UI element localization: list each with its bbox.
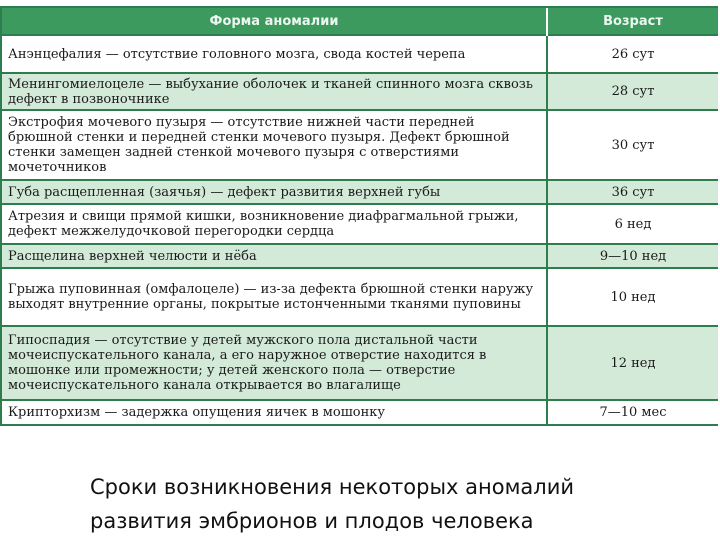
anomalies-table xyxy=(0,6,718,426)
table-row xyxy=(2,110,718,180)
table-row xyxy=(2,244,718,268)
age-cell: 10 нед xyxy=(547,268,718,326)
anomaly-cell: Атрезия и свищи прямой кишки, возникновение диафрагмальной грыжи, дефект межжелудочковой перегородки сердца xyxy=(2,204,547,244)
table-row xyxy=(2,180,718,204)
header-anomaly: Форма аномалии xyxy=(2,8,547,35)
table-row xyxy=(2,204,718,244)
anomaly-cell: Расщелина верхней челюсти и нёба xyxy=(2,244,547,268)
anomaly-cell: Губа расщепленная (заячья) — дефект развития верхней губы xyxy=(2,180,547,204)
table-row xyxy=(2,400,718,424)
table-row xyxy=(2,326,718,400)
anomaly-cell: Анэнцефалия — отсутствие головного мозга, свода костей черепа xyxy=(2,35,547,73)
age-cell: 26 сут xyxy=(547,35,718,73)
anomaly-cell: Грыжа пуповинная (омфалоцеле) — из-за дефекта брюшной стенки наружу выходят внутренние органы, покрытые истонченными тканями пуповины xyxy=(2,268,547,326)
age-cell: 28 сут xyxy=(547,73,718,110)
table-row xyxy=(2,35,718,73)
anomaly-cell: Крипторхизм — задержка опущения яичек в мошонку xyxy=(2,400,547,424)
age-cell: 12 нед xyxy=(547,326,718,400)
header-age: Возраст xyxy=(547,8,718,35)
age-cell: 36 сут xyxy=(547,180,718,204)
age-cell: 30 сут xyxy=(547,110,718,180)
table-header-row xyxy=(2,8,718,35)
age-cell: 9—10 нед xyxy=(547,244,718,268)
age-cell: 6 нед xyxy=(547,204,718,244)
caption-line-1: Сроки возникновения некоторых аномалий xyxy=(90,475,575,499)
caption-line-2: развития эмбрионов и плодов человека xyxy=(90,509,534,533)
age-cell: 7—10 мес xyxy=(547,400,718,424)
anomaly-cell: Гипоспадия — отсутствие у детей мужского пола дистальной части мочеиспускательного канала, а его наружное отверстие находится в мошонке или промежности; у детей женского пола — отверстие мочеиспускательного канала открывается во влагалище xyxy=(2,326,547,400)
table-row xyxy=(2,73,718,110)
anomaly-cell: Менингомиелоцеле — выбухание оболочек и тканей спинного мозга сквозь дефект в позвоночнике xyxy=(2,73,547,110)
anomaly-cell: Экстрофия мочевого пузыря — отсутствие нижней части передней брюшной стенки и передней стенки мочевого пузыря. Дефект брюшной стенки замещен задней стенкой мочевого пузыря с отверстиями мочеточников xyxy=(2,110,547,180)
table-row xyxy=(2,268,718,326)
figure-caption xyxy=(90,470,690,538)
